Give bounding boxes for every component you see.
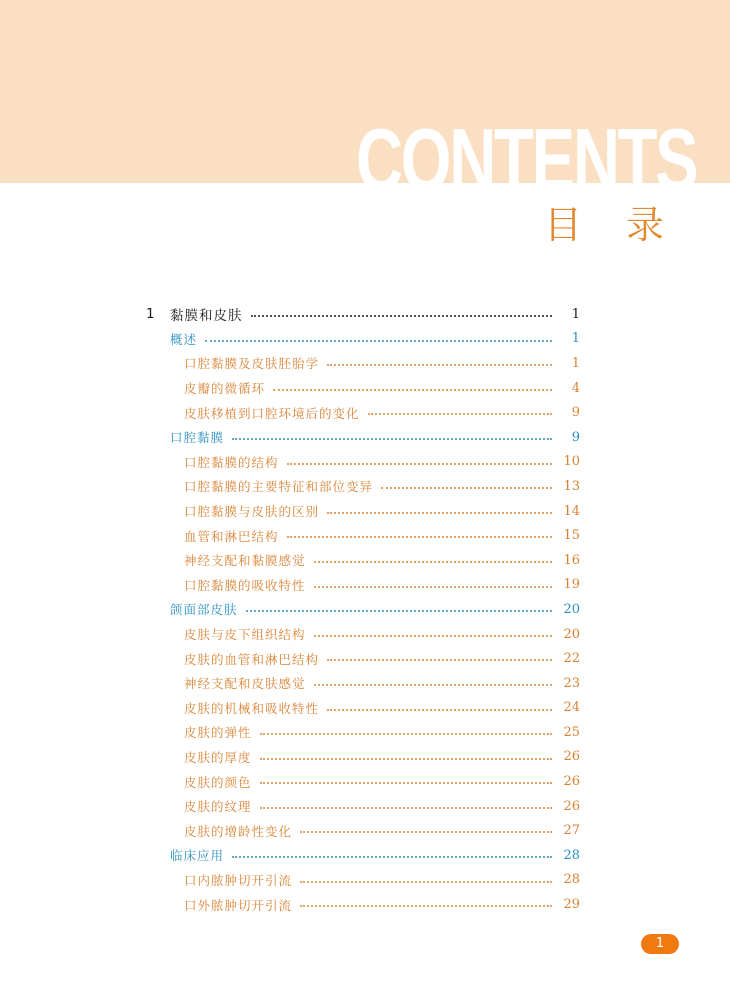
toc-subsection[interactable] [0, 499, 730, 524]
toc-entry-title: 颌面部皮肤 [170, 602, 238, 618]
toc-page-number: 24 [563, 700, 580, 716]
dot-leader [314, 586, 552, 588]
toc-entry-title: 黏膜和皮肤 [170, 308, 243, 325]
toc-page-number: 14 [563, 503, 580, 519]
toc-chapter-number: 1 [146, 306, 155, 323]
toc-page-number: 20 [563, 601, 580, 617]
dot-leader [232, 856, 552, 858]
toc-entry-title: 皮肤的弹性 [184, 725, 252, 741]
toc-title: 目录 [544, 203, 709, 247]
dot-leader [260, 758, 552, 760]
toc-entry-title: 皮肤的颜色 [184, 774, 252, 790]
dot-leader [273, 389, 552, 391]
toc-page-number: 26 [563, 774, 580, 790]
toc-page-number: 29 [563, 897, 580, 913]
dot-leader [260, 807, 552, 809]
toc-entry-title: 皮肤的增龄性变化 [184, 823, 293, 839]
toc-subsection[interactable] [0, 450, 730, 475]
toc-subsection[interactable] [0, 523, 730, 548]
toc-page-number: 13 [563, 478, 580, 494]
toc-subsection[interactable] [0, 474, 730, 499]
contents-heading: CONTENTS [356, 110, 697, 209]
dot-leader [327, 364, 552, 366]
toc-subsection[interactable] [0, 400, 730, 425]
toc-section[interactable] [0, 425, 730, 450]
toc-entry-title: 口腔黏膜的吸收特性 [184, 577, 306, 593]
dot-leader [287, 536, 552, 538]
dot-leader [327, 512, 552, 514]
toc-entry-title: 皮肤的纹理 [184, 799, 252, 815]
toc-entry-title: 口外脓肿切开引流 [184, 897, 293, 913]
dot-leader [327, 659, 552, 661]
dot-leader [368, 413, 552, 415]
toc-page-number: 19 [563, 577, 580, 593]
toc-entry-title: 口腔黏膜的结构 [184, 454, 279, 470]
toc-entry-title: 概述 [170, 331, 198, 347]
toc-page-number: 1 [571, 331, 580, 347]
toc-subsection[interactable] [0, 794, 730, 819]
dot-leader [300, 881, 552, 883]
toc-entry-title: 皮肤的机械和吸收特性 [184, 700, 320, 716]
toc-chapter[interactable] [0, 302, 730, 327]
dot-leader [314, 684, 552, 686]
toc-page-number: 1 [571, 306, 580, 322]
toc-page-number: 28 [563, 847, 580, 863]
toc-subsection[interactable] [0, 573, 730, 598]
toc-entry-title: 神经支配和黏膜感觉 [184, 553, 306, 569]
toc-page-number: 22 [563, 651, 580, 667]
dot-leader [287, 463, 552, 465]
toc-subsection[interactable] [0, 351, 730, 376]
toc-entry-title: 口腔黏膜 [170, 430, 225, 446]
dot-leader [314, 635, 552, 637]
toc-entry-title: 口腔黏膜与皮肤的区别 [184, 504, 320, 520]
dot-leader [260, 733, 552, 735]
dot-leader [251, 315, 552, 317]
dot-leader [205, 340, 552, 342]
dot-leader [314, 561, 552, 563]
toc-page-number: 4 [571, 380, 580, 396]
dot-leader [246, 610, 552, 612]
toc-page-number: 26 [563, 798, 580, 814]
toc-subsection[interactable] [0, 696, 730, 721]
toc-section[interactable] [0, 597, 730, 622]
toc-entry-title: 皮肤的血管和淋巴结构 [184, 651, 320, 667]
toc-page-number: 9 [571, 429, 580, 445]
toc-page-number: 28 [563, 872, 580, 888]
toc-entry-title: 口腔黏膜的主要特征和部位变异 [184, 479, 374, 495]
toc-entry-title: 口内脓肿切开引流 [184, 872, 293, 888]
toc-section[interactable] [0, 327, 730, 352]
toc-entry-title: 皮肤移植到口腔环境后的变化 [184, 405, 360, 421]
toc-entry-title: 口腔黏膜及皮肤胚胎学 [184, 356, 320, 372]
toc-subsection[interactable] [0, 671, 730, 696]
toc-subsection[interactable] [0, 892, 730, 917]
toc-entry-title: 皮肤与皮下组织结构 [184, 627, 306, 643]
toc-page-number: 20 [563, 626, 580, 642]
toc-page-number: 23 [563, 675, 580, 691]
toc-subsection[interactable] [0, 376, 730, 401]
toc-section[interactable] [0, 843, 730, 868]
toc-page-number: 9 [571, 405, 580, 421]
toc-subsection[interactable] [0, 548, 730, 573]
toc-subsection[interactable] [0, 646, 730, 671]
dot-leader [381, 487, 552, 489]
toc-entry-title: 皮肤的厚度 [184, 749, 252, 765]
toc-subsection[interactable] [0, 622, 730, 647]
dot-leader [260, 782, 552, 784]
toc-subsection[interactable] [0, 818, 730, 843]
toc-page-number: 27 [563, 823, 580, 839]
toc-page-number: 10 [563, 454, 580, 470]
dot-leader [232, 438, 552, 440]
toc-page-number: 26 [563, 749, 580, 765]
toc-page-number: 1 [571, 355, 580, 371]
toc-subsection[interactable] [0, 868, 730, 893]
toc-page-number: 25 [563, 724, 580, 740]
table-of-contents [0, 302, 730, 917]
toc-entry-title: 神经支配和皮肤感觉 [184, 676, 306, 692]
toc-entry-title: 血管和淋巴结构 [184, 528, 279, 544]
dot-leader [300, 831, 552, 833]
toc-subsection[interactable] [0, 745, 730, 770]
toc-page-number: 15 [563, 528, 580, 544]
dot-leader [300, 905, 552, 907]
toc-subsection[interactable] [0, 720, 730, 745]
toc-subsection[interactable] [0, 769, 730, 794]
page-number-badge: 1 [641, 934, 679, 954]
toc-entry-title: 临床应用 [170, 848, 225, 864]
toc-entry-title: 皮瓣的微循环 [184, 381, 266, 397]
toc-page-number: 16 [563, 552, 580, 568]
dot-leader [327, 709, 552, 711]
